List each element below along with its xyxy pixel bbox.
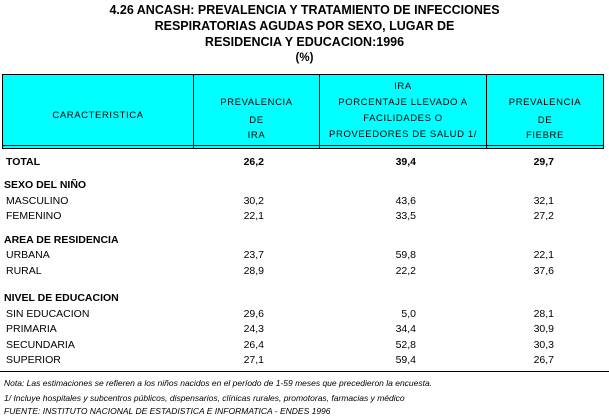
row-label: MASCULINO [6,195,69,207]
cell-prevalencia-ira: 24,3 [243,323,264,335]
cell-prevalencia-ira: 27,1 [243,354,264,366]
header-divider [3,145,603,146]
section-heading [0,291,609,306]
header-ira-porcentaje [319,75,486,148]
cell-prevalencia-fiebre: 37,6 [533,265,554,277]
header-caracteristica [3,75,193,148]
table-bottom-rule [0,371,609,372]
header-text: PORCENTAJE LLEVADO A [338,97,468,108]
row-label: TOTAL [6,156,41,168]
header-text: PREVALENCIA [508,97,582,108]
header-text: FIEBRE [526,130,564,141]
section-title: AREA DE RESIDENCIA [4,234,119,246]
cell-prevalencia-ira: 30,2 [243,195,264,207]
footnote-1: 1/ Incluye hospitales y subcentros públicos, dispensarios, clínicas rurales, promotoras, farmacias y médico [4,393,405,403]
section-title: SEXO DEL NIÑO [4,179,87,191]
table-title-line-2: RESPIRATORIAS AGUDAS POR SEXO, LUGAR DE [154,19,455,33]
table-row [0,248,609,263]
row-label: SECUNDARIA [6,339,75,351]
cell-prevalencia-ira: 22,1 [243,210,264,222]
cell-prevalencia-fiebre: 29,7 [533,156,554,168]
row-label: SUPERIOR [6,354,61,366]
header-text: FACILIDADES O [363,113,443,124]
cell-ira-porcentaje: 52,8 [395,339,416,351]
cell-prevalencia-fiebre: 27,2 [533,210,554,222]
cell-prevalencia-ira: 29,6 [243,308,264,320]
header-text: IRA [247,130,266,141]
cell-ira-porcentaje: 5,0 [401,308,416,320]
table-header [2,74,604,149]
footnote-nota: Nota: Las estimaciones se refieren a los niños nacidos en el período de 1-59 meses que precedieron la encuesta. [4,378,433,388]
row-label: RURAL [6,265,42,277]
section-heading [0,233,609,248]
table-title-line-1: 4.26 ANCASH: PREVALENCIA Y TRATAMIENTO DE INFECCIONES [109,3,500,17]
section-title: NIVEL DE EDUCACION [4,292,119,304]
row-label: SIN EDUCACION [6,308,90,320]
cell-ira-porcentaje: 34,4 [395,323,416,335]
cell-prevalencia-fiebre: 22,1 [533,249,554,261]
cell-ira-porcentaje: 43,6 [395,195,416,207]
row-label: URBANA [6,249,50,261]
cell-prevalencia-fiebre: 26,7 [533,354,554,366]
cell-prevalencia-fiebre: 30,9 [533,323,554,335]
header-text: IRA [394,81,412,92]
cell-prevalencia-fiebre: 30,3 [533,339,554,351]
table-row [0,353,609,368]
source-note: FUENTE: INSTITUTO NACIONAL DE ESTADISTICA E INFORMATICA - ENDES 1996 [4,406,331,416]
cell-ira-porcentaje: 59,4 [395,354,416,366]
header-text: PROVEEDORES DE SALUD 1/ [329,129,477,140]
cell-ira-porcentaje: 59,8 [395,249,416,261]
header-text: DE [249,115,264,126]
table-row [0,264,609,279]
table-row [0,322,609,337]
cell-ira-porcentaje: 22,2 [395,265,416,277]
cell-prevalencia-fiebre: 32,1 [533,195,554,207]
cell-prevalencia-ira: 23,7 [243,249,264,261]
table-title-line-3: RESIDENCIA Y EDUCACION:1996 [204,35,405,49]
table-row [0,194,609,209]
header-text: DE [537,115,553,126]
cell-prevalencia-ira: 26,2 [243,156,264,168]
table-row-total [0,155,609,170]
row-label: PRIMARIA [6,323,57,335]
table-row [0,307,609,322]
header-text: PREVALENCIA [220,97,293,108]
cell-prevalencia-ira: 28,9 [243,265,264,277]
cell-ira-porcentaje: 33,5 [395,210,416,222]
table-row [0,338,609,353]
cell-ira-porcentaje: 39,4 [395,156,416,168]
cell-prevalencia-ira: 26,4 [243,339,264,351]
header-prevalencia-ira [193,75,319,148]
table-unit: (%) [295,52,314,64]
table-row [0,209,609,224]
header-prevalencia-fiebre [486,75,603,148]
row-label: FEMENINO [6,210,62,222]
cell-prevalencia-fiebre: 28,1 [533,308,554,320]
header-caracteristica-label: CARACTERISTICA [52,110,144,121]
section-heading [0,178,609,193]
